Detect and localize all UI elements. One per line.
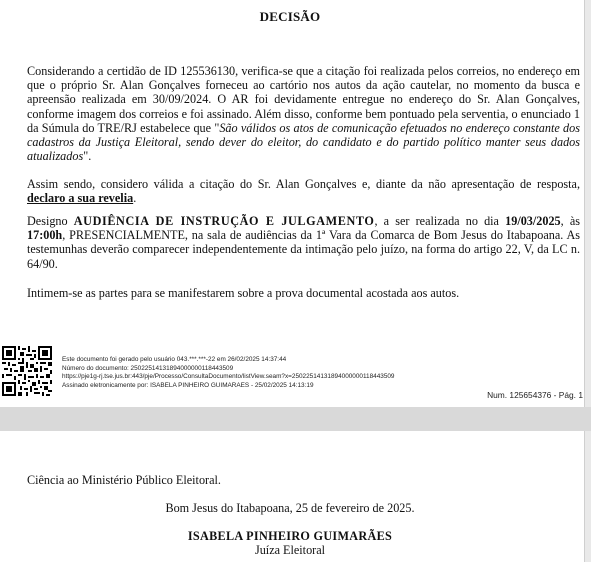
footer-generated-by: Este documento foi gerado pelo usuário 043.***.***-22 em 26/02/2025 14:37:44 <box>62 356 287 363</box>
audiencia-text-1: , a ser realizada no dia <box>374 214 506 228</box>
citation-text: Considerando a certidão de ID 125536130, verifica-se que a citação foi realizada pelos correios, no endereço em que o próprio Sr. Alan Gonçalves forneceu ao cartório nos autos da ação cautelar, no momento da busca e apreensão realizada em 30/09/2024. O AR foi devidamente entregue no endereço do Sr. Alan Gonçalves, conforme imagem dos correios e foi assinado. Além disso, conforme bem pontuado pela serventia, o enunciado 1 da Súmula do TRE/RJ estabelece que " <box>27 64 580 135</box>
place-date-line: Bom Jesus do Itabapoana, 25 de fevereiro de 2025. <box>165 501 415 515</box>
audiencia-text-3: , PRESENCIALMENTE, na sala de audiências da 1ª Vara da Comarca de Bom Jesus do Itabapoana. As testemunhas deverão comparecer independentemente da intimação pelo juízo, na forma do artigo 22, V, da LC n. 64/90. <box>27 228 580 271</box>
document-page-2 <box>0 431 591 562</box>
designo-text: Designo <box>27 214 74 228</box>
page-separator <box>0 407 591 431</box>
decision-title: DECISÃO <box>259 9 321 24</box>
audiencia-time: 17:00h <box>27 228 63 243</box>
footer-metadata <box>62 356 394 390</box>
footer-consulta-link[interactable]: https://pje1g-rj.tse.jus.br:443/pje/Processo/ConsultaDocumento/listView.seam?x=25022514131894000000118443509 <box>62 373 395 381</box>
audiencia-text-2: , às <box>560 214 581 228</box>
page-edge <box>584 431 591 562</box>
revelia-end: . <box>133 191 137 206</box>
document-footer <box>0 346 591 398</box>
revelia-declaration: declaro a sua revelia <box>27 191 134 206</box>
paragraph-citation <box>27 64 580 163</box>
citation-end: ". <box>83 149 92 164</box>
paragraph-revelia <box>27 177 580 205</box>
footer-document-number: Número do documento: 25022514131894000000118443509 <box>62 364 234 372</box>
qr-code-icon <box>2 346 52 396</box>
signer-name: ISABELA PINHEIRO GUIMARÃES <box>187 529 393 543</box>
revelia-text: Assim sendo, considero válida a citação do Sr. Alan Gonçalves e, diante da não apresentação de resposta, <box>27 177 580 191</box>
audiencia-date: 19/03/2025 <box>505 214 561 228</box>
paragraph-audiencia <box>27 214 580 271</box>
sumula-quote: São válidos os atos de comunicação efetuados no endereço constante dos cadastros da Justiça Eleitoral, sendo dever do eleitor, do candidato e do partido político manter seus dados atualizados <box>27 120 580 164</box>
footer-signed-by: Assinado eletronicamente por: ISABELA PINHEIRO GUIMARAES - 25/02/2025 14:13:19 <box>62 381 314 389</box>
page-edge <box>584 0 591 407</box>
paragraph-intimem: Intimem-se as partes para se manifestarem sobre a prova documental acostada aos autos. <box>27 286 460 300</box>
signer-role: Juíza Eleitoral <box>254 543 326 557</box>
audiencia-title: AUDIÊNCIA DE INSTRUÇÃO E JULGAMENTO <box>73 214 375 228</box>
ciencia-line: Ciência ao Ministério Público Eleitoral. <box>27 473 221 487</box>
page-number: Num. 125654376 - Pág. 1 <box>487 390 583 400</box>
